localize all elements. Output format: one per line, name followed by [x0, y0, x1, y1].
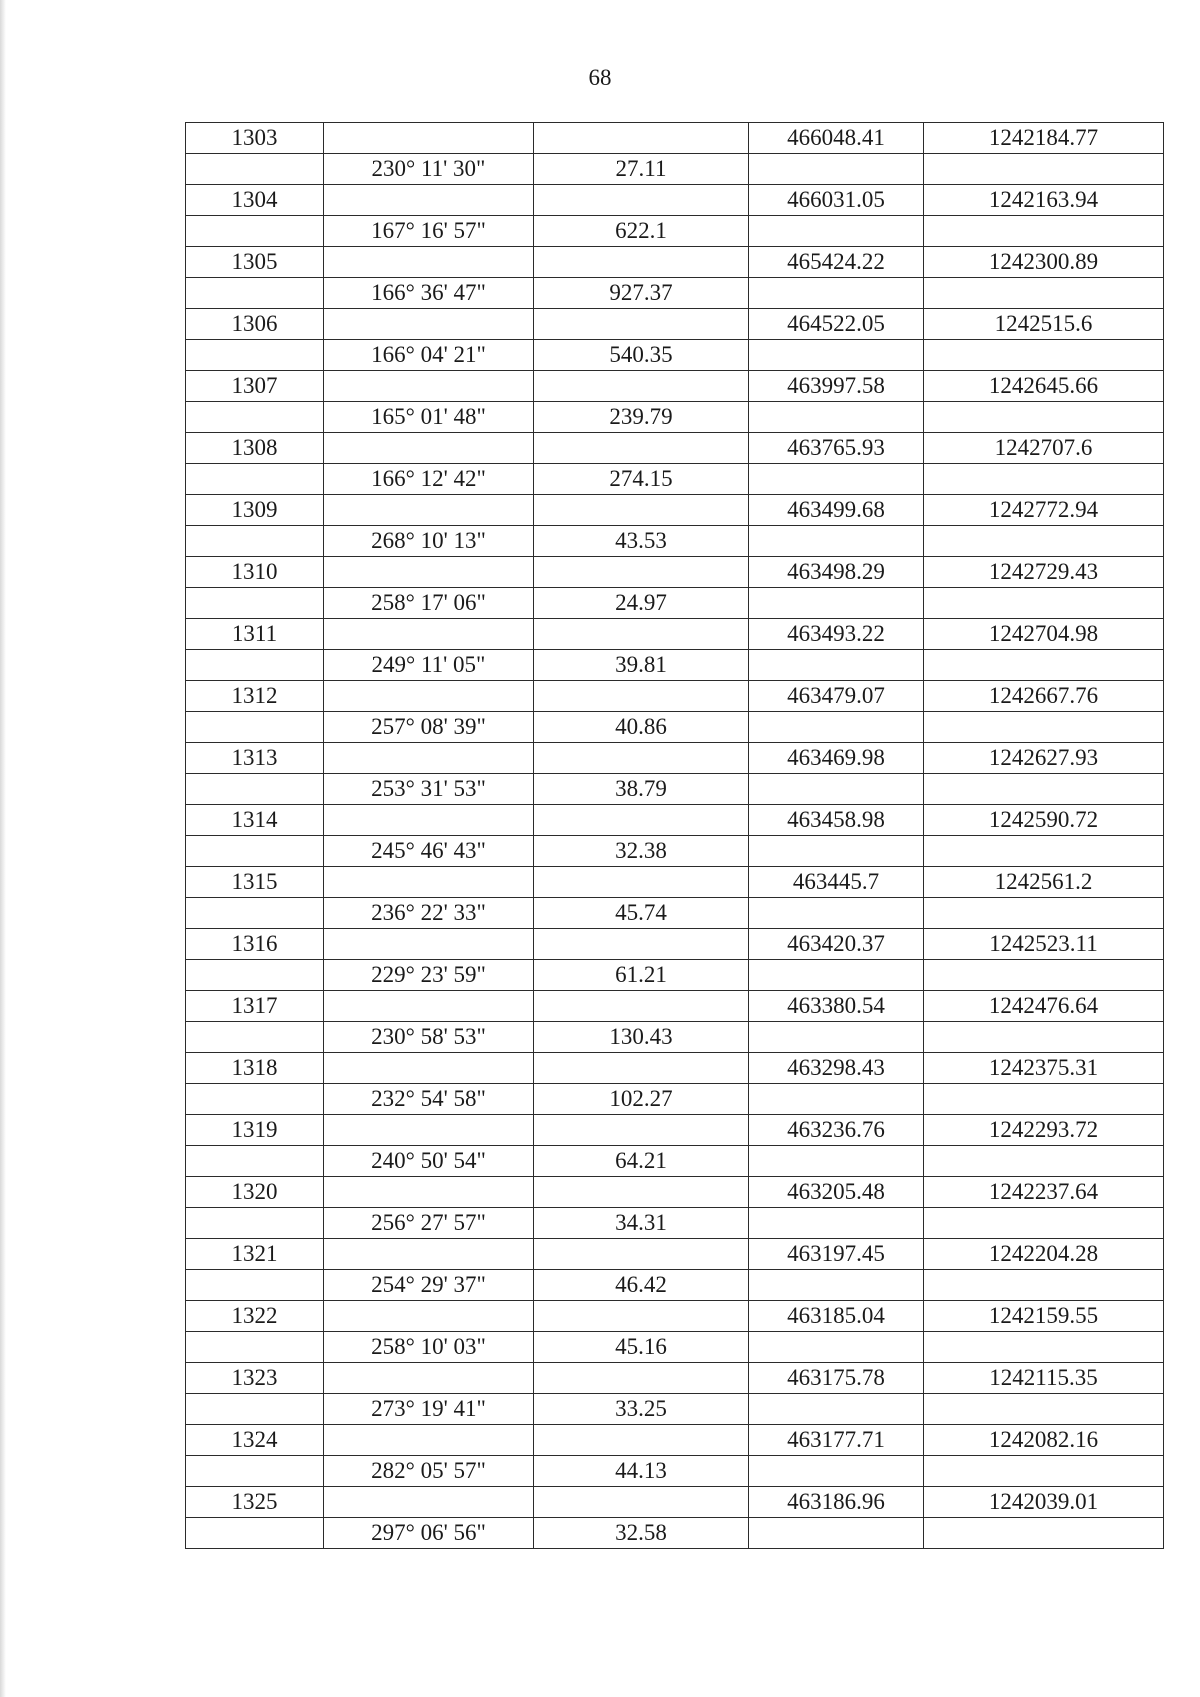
traverse-row	[186, 1332, 1164, 1363]
distance-cell: 32.58	[534, 1518, 749, 1549]
bearing-cell	[324, 1301, 534, 1332]
northing-cell	[749, 898, 924, 929]
traverse-row	[186, 278, 1164, 309]
point-cell: 1311	[186, 619, 324, 650]
easting-cell	[924, 526, 1164, 557]
bearing-cell: 166° 12' 42"	[324, 464, 534, 495]
distance-cell: 239.79	[534, 402, 749, 433]
point-cell: 1304	[186, 185, 324, 216]
station-row	[186, 805, 1164, 836]
point-cell	[186, 1146, 324, 1177]
point-cell	[186, 960, 324, 991]
point-cell: 1324	[186, 1425, 324, 1456]
easting-cell	[924, 650, 1164, 681]
point-cell	[186, 712, 324, 743]
easting-cell: 1242115.35	[924, 1363, 1164, 1394]
point-cell	[186, 898, 324, 929]
northing-cell: 463765.93	[749, 433, 924, 464]
station-row	[186, 991, 1164, 1022]
bearing-cell	[324, 743, 534, 774]
distance-cell	[534, 619, 749, 650]
distance-cell: 43.53	[534, 526, 749, 557]
traverse-row	[186, 1146, 1164, 1177]
easting-cell	[924, 1270, 1164, 1301]
northing-cell: 463499.68	[749, 495, 924, 526]
distance-cell	[534, 1487, 749, 1518]
bearing-cell: 256° 27' 57"	[324, 1208, 534, 1239]
northing-cell: 464522.05	[749, 309, 924, 340]
northing-cell	[749, 588, 924, 619]
easting-cell	[924, 1332, 1164, 1363]
bearing-cell: 245° 46' 43"	[324, 836, 534, 867]
station-row	[186, 1301, 1164, 1332]
distance-cell: 38.79	[534, 774, 749, 805]
station-row	[186, 309, 1164, 340]
station-row	[186, 433, 1164, 464]
northing-cell: 463469.98	[749, 743, 924, 774]
northing-cell	[749, 154, 924, 185]
northing-cell: 463380.54	[749, 991, 924, 1022]
distance-cell: 61.21	[534, 960, 749, 991]
bearing-cell	[324, 1425, 534, 1456]
point-cell: 1310	[186, 557, 324, 588]
northing-cell	[749, 278, 924, 309]
bearing-cell: 167° 16' 57"	[324, 216, 534, 247]
distance-cell: 33.25	[534, 1394, 749, 1425]
bearing-cell: 166° 04' 21"	[324, 340, 534, 371]
easting-cell	[924, 1456, 1164, 1487]
bearing-cell	[324, 557, 534, 588]
northing-cell: 463493.22	[749, 619, 924, 650]
bearing-cell: 273° 19' 41"	[324, 1394, 534, 1425]
station-row	[186, 681, 1164, 712]
easting-cell	[924, 278, 1164, 309]
easting-cell	[924, 340, 1164, 371]
distance-cell	[534, 371, 749, 402]
point-cell: 1322	[186, 1301, 324, 1332]
point-cell	[186, 278, 324, 309]
northing-cell	[749, 1394, 924, 1425]
easting-cell: 1242729.43	[924, 557, 1164, 588]
station-row	[186, 247, 1164, 278]
northing-cell	[749, 464, 924, 495]
traverse-row	[186, 402, 1164, 433]
point-cell: 1313	[186, 743, 324, 774]
distance-cell	[534, 557, 749, 588]
point-cell: 1321	[186, 1239, 324, 1270]
point-cell: 1315	[186, 867, 324, 898]
station-row	[186, 619, 1164, 650]
bearing-cell	[324, 619, 534, 650]
northing-cell: 463205.48	[749, 1177, 924, 1208]
traverse-row	[186, 464, 1164, 495]
distance-cell	[534, 1177, 749, 1208]
point-cell: 1305	[186, 247, 324, 278]
easting-cell	[924, 1146, 1164, 1177]
bearing-cell: 166° 36' 47"	[324, 278, 534, 309]
point-cell	[186, 588, 324, 619]
traverse-row	[186, 216, 1164, 247]
point-cell: 1309	[186, 495, 324, 526]
distance-cell	[534, 1115, 749, 1146]
northing-cell: 463458.98	[749, 805, 924, 836]
bearing-cell	[324, 1487, 534, 1518]
bearing-cell: 253° 31' 53"	[324, 774, 534, 805]
survey-coordinates-table	[185, 122, 1164, 1549]
station-row	[186, 929, 1164, 960]
distance-cell	[534, 1363, 749, 1394]
easting-cell	[924, 402, 1164, 433]
easting-cell: 1242523.11	[924, 929, 1164, 960]
northing-cell	[749, 1022, 924, 1053]
bearing-cell: 165° 01' 48"	[324, 402, 534, 433]
northing-cell	[749, 1146, 924, 1177]
station-row	[186, 1425, 1164, 1456]
traverse-row	[186, 836, 1164, 867]
traverse-row	[186, 526, 1164, 557]
traverse-row	[186, 1394, 1164, 1425]
northing-cell	[749, 960, 924, 991]
traverse-row	[186, 1518, 1164, 1549]
station-row	[186, 123, 1164, 154]
bearing-cell: 257° 08' 39"	[324, 712, 534, 743]
bearing-cell: 240° 50' 54"	[324, 1146, 534, 1177]
distance-cell	[534, 1301, 749, 1332]
northing-cell	[749, 836, 924, 867]
traverse-row	[186, 1456, 1164, 1487]
distance-cell	[534, 309, 749, 340]
northing-cell	[749, 1518, 924, 1549]
point-cell	[186, 1456, 324, 1487]
bearing-cell: 297° 06' 56"	[324, 1518, 534, 1549]
point-cell	[186, 216, 324, 247]
traverse-row	[186, 588, 1164, 619]
bearing-cell: 282° 05' 57"	[324, 1456, 534, 1487]
distance-cell: 24.97	[534, 588, 749, 619]
traverse-row	[186, 340, 1164, 371]
bearing-cell: 258° 17' 06"	[324, 588, 534, 619]
easting-cell: 1242204.28	[924, 1239, 1164, 1270]
easting-cell: 1242772.94	[924, 495, 1164, 526]
distance-cell: 44.13	[534, 1456, 749, 1487]
northing-cell: 463997.58	[749, 371, 924, 402]
distance-cell: 540.35	[534, 340, 749, 371]
traverse-row	[186, 712, 1164, 743]
distance-cell: 130.43	[534, 1022, 749, 1053]
northing-cell	[749, 526, 924, 557]
easting-cell	[924, 712, 1164, 743]
point-cell	[186, 1208, 324, 1239]
point-cell: 1318	[186, 1053, 324, 1084]
bearing-cell: 249° 11' 05"	[324, 650, 534, 681]
northing-cell	[749, 650, 924, 681]
traverse-row	[186, 1022, 1164, 1053]
easting-cell	[924, 960, 1164, 991]
traverse-row	[186, 650, 1164, 681]
distance-cell	[534, 1053, 749, 1084]
station-row	[186, 1487, 1164, 1518]
easting-cell	[924, 1084, 1164, 1115]
station-row	[186, 1053, 1164, 1084]
northing-cell: 463479.07	[749, 681, 924, 712]
point-cell	[186, 774, 324, 805]
bearing-cell	[324, 1053, 534, 1084]
station-row	[186, 495, 1164, 526]
distance-cell: 64.21	[534, 1146, 749, 1177]
distance-cell: 39.81	[534, 650, 749, 681]
point-cell: 1308	[186, 433, 324, 464]
bearing-cell	[324, 681, 534, 712]
northing-cell	[749, 1456, 924, 1487]
northing-cell	[749, 402, 924, 433]
easting-cell: 1242707.6	[924, 433, 1164, 464]
bearing-cell	[324, 1115, 534, 1146]
distance-cell	[534, 991, 749, 1022]
easting-cell: 1242515.6	[924, 309, 1164, 340]
easting-cell	[924, 216, 1164, 247]
point-cell: 1312	[186, 681, 324, 712]
point-cell	[186, 1332, 324, 1363]
northing-cell: 466048.41	[749, 123, 924, 154]
point-cell	[186, 402, 324, 433]
distance-cell	[534, 495, 749, 526]
easting-cell: 1242476.64	[924, 991, 1164, 1022]
traverse-row	[186, 154, 1164, 185]
northing-cell	[749, 340, 924, 371]
distance-cell	[534, 433, 749, 464]
easting-cell: 1242375.31	[924, 1053, 1164, 1084]
northing-cell	[749, 1084, 924, 1115]
bearing-cell: 230° 11' 30"	[324, 154, 534, 185]
easting-cell: 1242627.93	[924, 743, 1164, 774]
distance-cell: 34.31	[534, 1208, 749, 1239]
easting-cell: 1242237.64	[924, 1177, 1164, 1208]
northing-cell: 463420.37	[749, 929, 924, 960]
northing-cell: 466031.05	[749, 185, 924, 216]
bearing-cell	[324, 1239, 534, 1270]
northing-cell	[749, 712, 924, 743]
point-cell: 1320	[186, 1177, 324, 1208]
table-body	[186, 123, 1164, 1549]
easting-cell	[924, 1394, 1164, 1425]
station-row	[186, 371, 1164, 402]
page-number: 68	[588, 65, 612, 90]
distance-cell: 274.15	[534, 464, 749, 495]
easting-cell	[924, 1022, 1164, 1053]
northing-cell	[749, 774, 924, 805]
northing-cell: 463498.29	[749, 557, 924, 588]
point-cell	[186, 1022, 324, 1053]
northing-cell	[749, 1332, 924, 1363]
northing-cell: 463298.43	[749, 1053, 924, 1084]
station-row	[186, 1177, 1164, 1208]
distance-cell	[534, 1239, 749, 1270]
bearing-cell	[324, 929, 534, 960]
bearing-cell	[324, 1177, 534, 1208]
easting-cell	[924, 1208, 1164, 1239]
point-cell	[186, 340, 324, 371]
station-row	[186, 185, 1164, 216]
distance-cell	[534, 1425, 749, 1456]
easting-cell: 1242293.72	[924, 1115, 1164, 1146]
northing-cell: 465424.22	[749, 247, 924, 278]
distance-cell	[534, 867, 749, 898]
point-cell: 1319	[186, 1115, 324, 1146]
easting-cell	[924, 898, 1164, 929]
bearing-cell: 229° 23' 59"	[324, 960, 534, 991]
distance-cell: 45.74	[534, 898, 749, 929]
bearing-cell: 258° 10' 03"	[324, 1332, 534, 1363]
easting-cell: 1242163.94	[924, 185, 1164, 216]
northing-cell: 463185.04	[749, 1301, 924, 1332]
easting-cell	[924, 154, 1164, 185]
station-row	[186, 867, 1164, 898]
distance-cell: 45.16	[534, 1332, 749, 1363]
traverse-row	[186, 774, 1164, 805]
bearing-cell	[324, 805, 534, 836]
point-cell: 1307	[186, 371, 324, 402]
point-cell	[186, 526, 324, 557]
bearing-cell	[324, 123, 534, 154]
distance-cell: 102.27	[534, 1084, 749, 1115]
traverse-row	[186, 898, 1164, 929]
northing-cell: 463445.7	[749, 867, 924, 898]
scan-edge-shadow	[0, 0, 6, 1697]
bearing-cell: 254° 29' 37"	[324, 1270, 534, 1301]
distance-cell: 32.38	[534, 836, 749, 867]
easting-cell: 1242300.89	[924, 247, 1164, 278]
distance-cell	[534, 247, 749, 278]
northing-cell	[749, 1208, 924, 1239]
bearing-cell	[324, 247, 534, 278]
distance-cell: 40.86	[534, 712, 749, 743]
bearing-cell	[324, 185, 534, 216]
bearing-cell	[324, 1363, 534, 1394]
bearing-cell: 230° 58' 53"	[324, 1022, 534, 1053]
traverse-row	[186, 1270, 1164, 1301]
northing-cell: 463186.96	[749, 1487, 924, 1518]
distance-cell: 622.1	[534, 216, 749, 247]
station-row	[186, 1239, 1164, 1270]
distance-cell: 27.11	[534, 154, 749, 185]
traverse-row	[186, 1208, 1164, 1239]
northing-cell: 463177.71	[749, 1425, 924, 1456]
easting-cell: 1242159.55	[924, 1301, 1164, 1332]
easting-cell: 1242645.66	[924, 371, 1164, 402]
distance-cell	[534, 681, 749, 712]
bearing-cell	[324, 433, 534, 464]
point-cell: 1306	[186, 309, 324, 340]
easting-cell	[924, 774, 1164, 805]
easting-cell: 1242667.76	[924, 681, 1164, 712]
station-row	[186, 743, 1164, 774]
northing-cell: 463175.78	[749, 1363, 924, 1394]
traverse-row	[186, 1084, 1164, 1115]
point-cell: 1325	[186, 1487, 324, 1518]
point-cell: 1317	[186, 991, 324, 1022]
distance-cell	[534, 929, 749, 960]
point-cell: 1316	[186, 929, 324, 960]
easting-cell	[924, 1518, 1164, 1549]
distance-cell: 46.42	[534, 1270, 749, 1301]
point-cell	[186, 650, 324, 681]
point-cell	[186, 154, 324, 185]
point-cell	[186, 836, 324, 867]
easting-cell: 1242590.72	[924, 805, 1164, 836]
northing-cell	[749, 1270, 924, 1301]
easting-cell: 1242561.2	[924, 867, 1164, 898]
point-cell	[186, 1518, 324, 1549]
easting-cell	[924, 588, 1164, 619]
point-cell	[186, 1394, 324, 1425]
easting-cell: 1242039.01	[924, 1487, 1164, 1518]
easting-cell	[924, 836, 1164, 867]
point-cell	[186, 464, 324, 495]
point-cell: 1323	[186, 1363, 324, 1394]
station-row	[186, 557, 1164, 588]
bearing-cell	[324, 309, 534, 340]
distance-cell	[534, 743, 749, 774]
distance-cell	[534, 123, 749, 154]
easting-cell: 1242082.16	[924, 1425, 1164, 1456]
bearing-cell: 232° 54' 58"	[324, 1084, 534, 1115]
bearing-cell: 236° 22' 33"	[324, 898, 534, 929]
traverse-row	[186, 960, 1164, 991]
northing-cell	[749, 216, 924, 247]
easting-cell: 1242184.77	[924, 123, 1164, 154]
point-cell: 1303	[186, 123, 324, 154]
bearing-cell	[324, 991, 534, 1022]
northing-cell: 463197.45	[749, 1239, 924, 1270]
distance-cell	[534, 805, 749, 836]
distance-cell: 927.37	[534, 278, 749, 309]
point-cell	[186, 1084, 324, 1115]
bearing-cell	[324, 371, 534, 402]
point-cell	[186, 1270, 324, 1301]
point-cell: 1314	[186, 805, 324, 836]
bearing-cell	[324, 867, 534, 898]
northing-cell: 463236.76	[749, 1115, 924, 1146]
station-row	[186, 1363, 1164, 1394]
distance-cell	[534, 185, 749, 216]
bearing-cell: 268° 10' 13"	[324, 526, 534, 557]
bearing-cell	[324, 495, 534, 526]
easting-cell: 1242704.98	[924, 619, 1164, 650]
easting-cell	[924, 464, 1164, 495]
station-row	[186, 1115, 1164, 1146]
